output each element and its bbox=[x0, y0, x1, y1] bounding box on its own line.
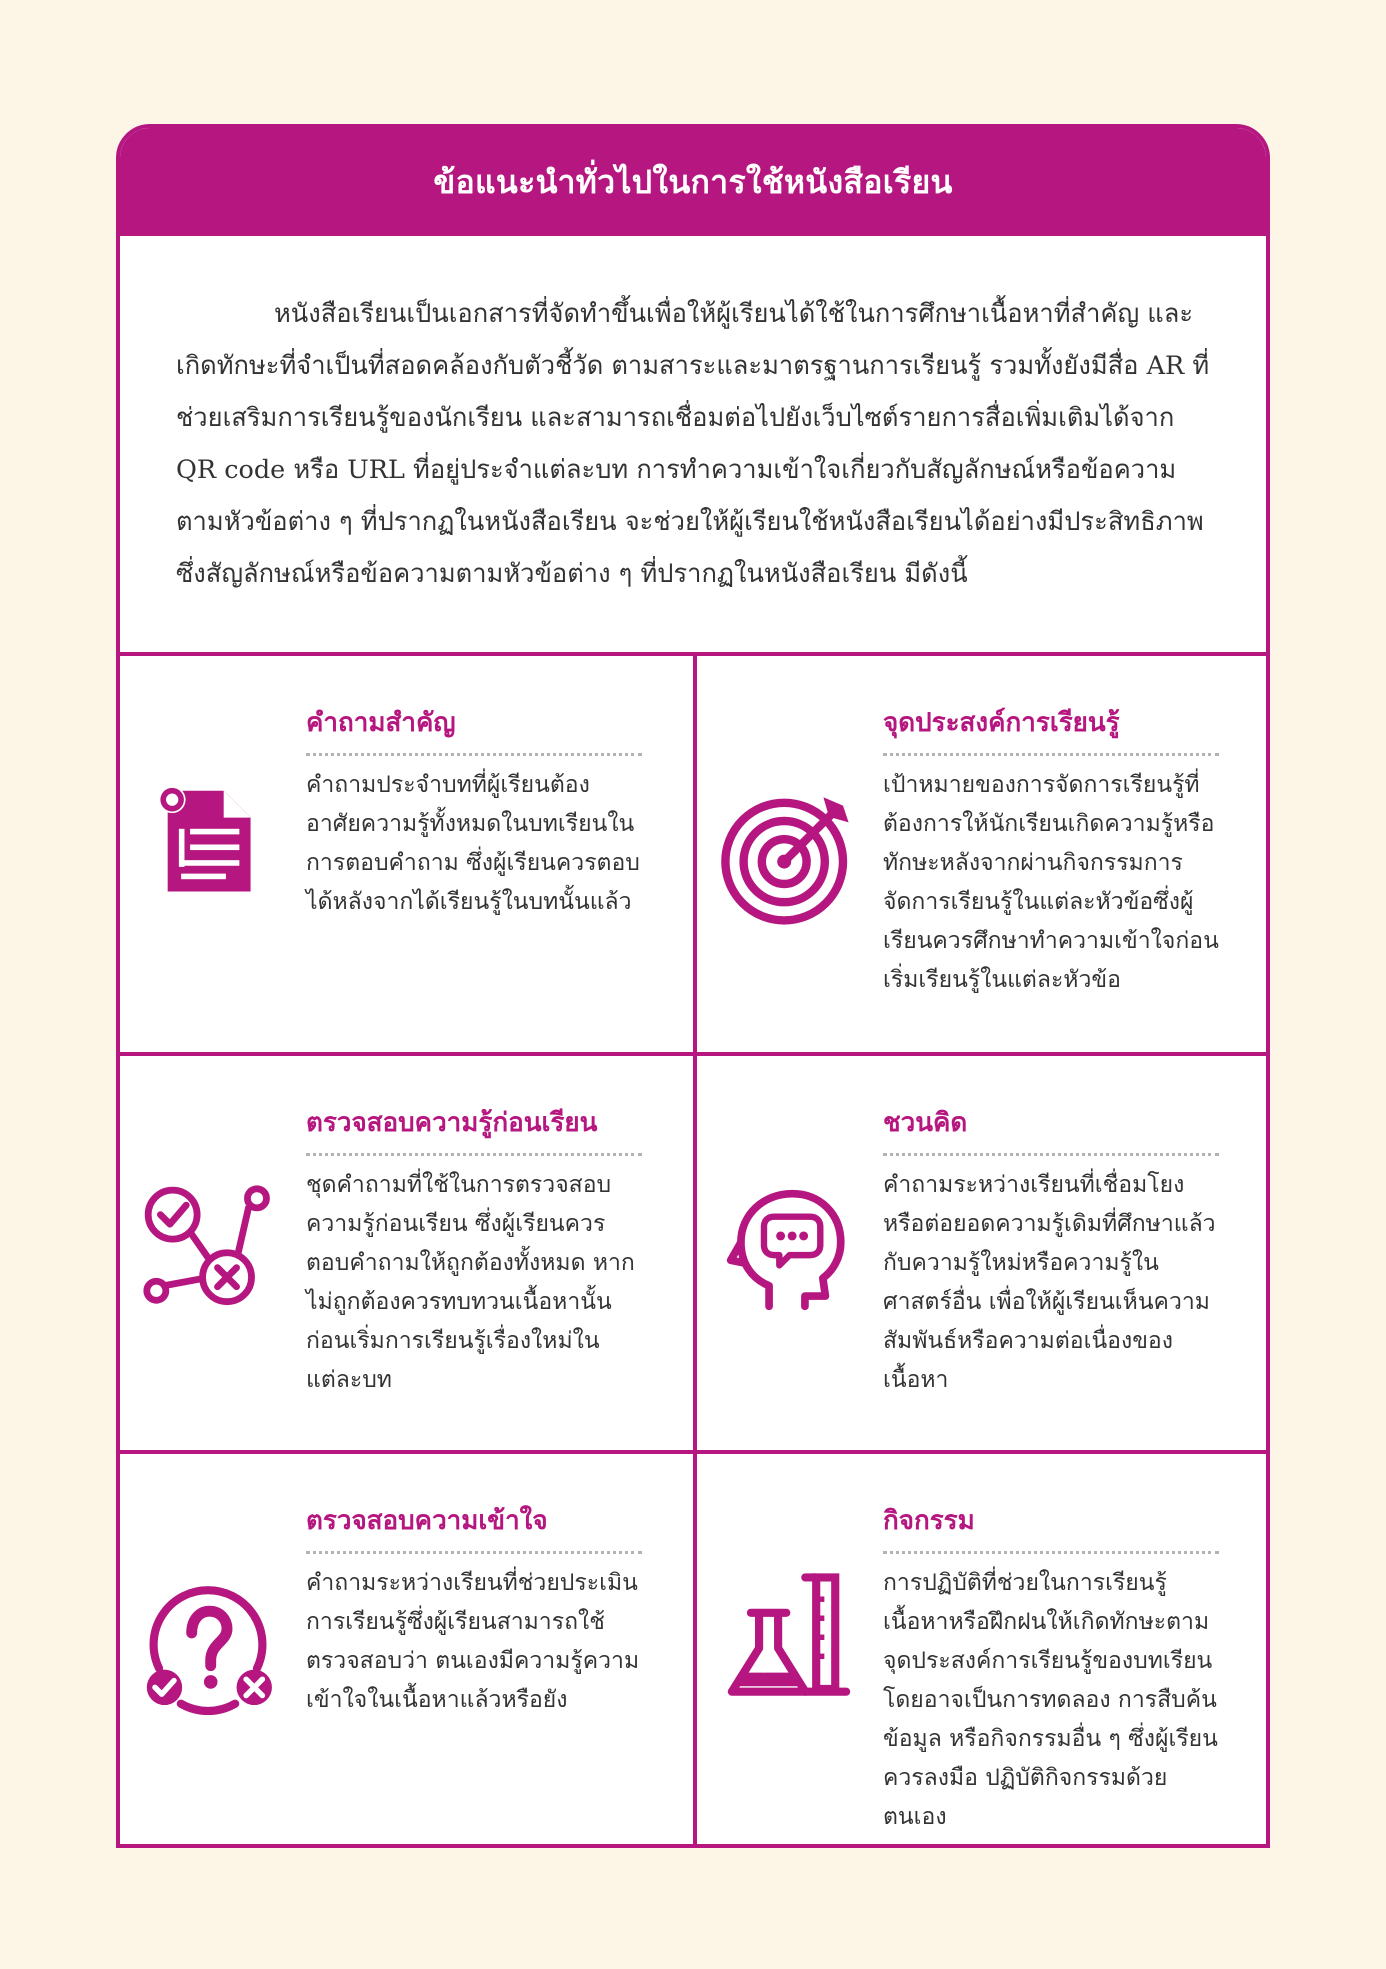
check-cross-network-icon bbox=[140, 1182, 276, 1318]
guide-card bbox=[116, 124, 1270, 1848]
item-activity bbox=[697, 1454, 1270, 1848]
intro-paragraph bbox=[176, 288, 1222, 600]
item-key-question bbox=[120, 656, 693, 1052]
item-title: คำถามสำคัญ bbox=[306, 702, 642, 756]
item-title: ตรวจสอบความเข้าใจ bbox=[306, 1500, 642, 1554]
thinking-head-icon bbox=[723, 1186, 851, 1314]
item-body: เป้าหมายของการจัดการเรียนรู้ที่ต้องการให้นักเรียนเกิดความรู้หรือทักษะหลังจากผ่านกิจกรรมการจัดการเรียนรู้ในแต่ละหัวข้อซึ่งผู้เรียนควรศึกษาทำความเข้าใจก่อนเริ่มเรียนรู้ในแต่ละหัวข้อ bbox=[883, 772, 1219, 993]
question-check-icon bbox=[140, 1584, 276, 1720]
item-body: การปฏิบัติที่ช่วยในการเรียนรู้เนื้อหาหรือฝึกฝนให้เกิดทักษะตามจุดประสงค์การเรียนรู้ของบทเรียน โดยอาจเป็นการทดลอง การสืบค้นข้อมูล หรือกิจกรรมอื่น ๆ ซึ่งผู้เรียนควรลงมือ ปฏิบัติกิจกรรมด้วยตนเอง bbox=[883, 1570, 1218, 1830]
item-title: ชวนคิด bbox=[883, 1102, 1219, 1156]
item-body: คำถามระหว่างเรียนที่ช่วยประเมินการเรียนรู้ซึ่งผู้เรียนสามารถใช้ตรวจสอบว่า ตนเองมีความรู้ความเข้าใจในเนื้อหาแล้วหรือยัง bbox=[306, 1570, 640, 1713]
item-title: ตรวจสอบความรู้ก่อนเรียน bbox=[306, 1102, 642, 1156]
item-title: จุดประสงค์การเรียนรู้ bbox=[883, 702, 1219, 756]
item-learning-objectives bbox=[697, 656, 1270, 1052]
item-body: คำถามระหว่างเรียนที่เชื่อมโยงหรือต่อยอดความรู้เดิมที่ศึกษาแล้วกับความรู้ใหม่หรือความรู้ในศาสตร์อื่น เพื่อให้ผู้เรียนเห็นความสัมพันธ์หรือความต่อเนื่องของเนื้อหา bbox=[883, 1172, 1216, 1393]
card-title: ข้อแนะนำทั่วไปในการใช้หนังสือเรียน bbox=[433, 162, 953, 201]
item-pre-test bbox=[120, 1056, 693, 1450]
target-icon bbox=[717, 786, 857, 926]
item-think bbox=[697, 1056, 1270, 1450]
document-icon bbox=[152, 784, 264, 896]
intro-text: หนังสือเรียนเป็นเอกสารที่จัดทำขึ้นเพื่อให้ผู้เรียนได้ใช้ในการศึกษาเนื้อหาที่สำคัญ และเกิดทักษะที่จำเป็นที่สอดคล้องกับตัวชี้วัด ตามสาระและมาตรฐานการเรียนรู้ รวมทั้งยังมีสื่อ AR ที่ช่วยเสริมการเรียนรู้ของนักเรียน และสามารถเชื่อมต่อไปยังเว็บไซต์รายการสื่อเพิ่มเติมได้จาก QR code หรือ URL ที่อยู่ประจำแต่ละบท การทำความเข้าใจเกี่ยวกับสัญลักษณ์หรือข้อความตามหัวข้อต่าง ๆ ที่ปรากฏในหนังสือเรียน จะช่วยให้ผู้เรียนใช้หนังสือเรียนได้อย่างมีประสิทธิภาพ ซึ่งสัญลักษณ์หรือข้อความตามหัวข้อต่าง ๆ ที่ปรากฏในหนังสือเรียน มีดังนี้ bbox=[176, 299, 1210, 589]
flask-icon bbox=[721, 1572, 857, 1708]
card-header bbox=[120, 128, 1266, 236]
item-title: กิจกรรม bbox=[883, 1500, 1219, 1554]
item-body: คำถามประจำบทที่ผู้เรียนต้องอาศัยความรู้ทั้งหมดในบทเรียนในการตอบคำถาม ซึ่งผู้เรียนควรตอบได้หลังจากได้เรียนรู้ในบทนั้นแล้ว bbox=[306, 772, 640, 915]
item-body: ชุดคำถามที่ใช้ในการตรวจสอบความรู้ก่อนเรียน ซึ่งผู้เรียนควรตอบคำถามให้ถูกต้องทั้งหมด หากไม่ถูกต้องควรทบทวนเนื้อหานั้นก่อนเริ่มการเรียนรู้เรื่องใหม่ในแต่ละบท bbox=[306, 1172, 635, 1393]
item-comprehension-check bbox=[120, 1454, 693, 1848]
